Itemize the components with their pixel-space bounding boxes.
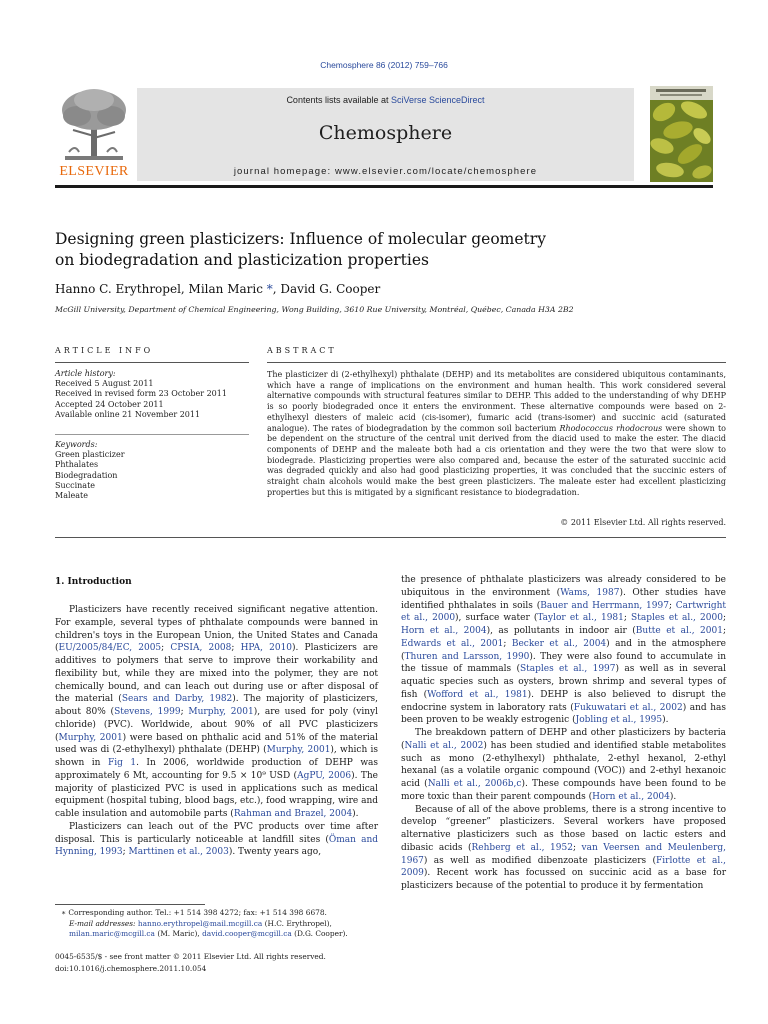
citation-link[interactable]: Fukuwatari et al., 2002: [573, 702, 683, 713]
keywords-rule: [55, 434, 249, 435]
abstract-text: [267, 370, 726, 498]
citation-link[interactable]: Rahman and Brazel, 2004: [233, 809, 353, 819]
body-text: ). The majority of plasticized PVC is used in applications such as medical equipment (hospital tubing, blood bags, etc.), food wrapping, wire and cable insulation and automobile parts (: [55, 770, 379, 819]
author-list: [55, 282, 380, 296]
body-text: ;: [668, 600, 676, 611]
article-info-rule: [55, 362, 249, 363]
body-text: the presence of phthalate plasticizers was already considered to be ubiquitous in the environment (: [401, 575, 726, 598]
citation-link[interactable]: Stevens, 1999: [114, 707, 181, 717]
body-text: . In 2006, worldwide production of DEHP was approximately 6 Mt, accounting for 9.5 × 10⁹ USD (: [55, 758, 379, 781]
footnote-block: [55, 908, 378, 940]
citation-link[interactable]: EU/2005/84/EC, 2005: [58, 643, 162, 654]
citation-link[interactable]: Horn et al., 2004: [592, 791, 670, 802]
history-received: Received 5 August 2011: [55, 379, 154, 389]
paragraph: [55, 604, 378, 821]
title-line-1: Designing green plasticizers: Influence of molecular geometry: [55, 230, 546, 248]
body-text: Because of all of the above problems, there is a strong incentive to develop “greener” plasticizers. Several workers have proposed alternative plasticizers such as those based on lactic esters and dibasic acids (: [401, 804, 726, 853]
body-text: ) and has been proven to be weakly estrogenic (: [401, 702, 727, 726]
citation-link[interactable]: Fig 1: [107, 758, 137, 768]
citation-link[interactable]: Staples et al., 1997: [519, 664, 616, 675]
abstract-heading: ABSTRACT: [267, 346, 337, 355]
citation-link[interactable]: Cartwright et al., 2000: [401, 600, 726, 624]
email-owner-2: (M. Maric),: [154, 929, 203, 938]
body-text: ;: [161, 643, 171, 654]
journal-name: Chemosphere: [318, 122, 453, 144]
article-info-heading: ARTICLE INFO: [55, 346, 154, 355]
citation-link[interactable]: Taylor et al., 1981: [537, 613, 624, 624]
body-text: ). Plasticizers are additives to polymers that serve to improve their workability and flexibility but, while they are mixed into the polymer, they are not chemically bound, and can leach out during use or after disposal of the material (: [55, 643, 378, 705]
keywords-label: Keywords:: [55, 440, 98, 449]
contents-line: [137, 95, 634, 105]
abstract-rule: [267, 362, 726, 363]
abstract-part-1: The plasticizer di (2-ethylhexyl) phthalate (DEHP) and its metabolites are considered ubiquitous contaminants, which have a range of implications on the environment and human health. This work considered several alternative compounds with structural features similar to DEHP. This added to the understanding of why DEHP is so poorly biodegraded once it enters the environment. These alternative compounds were based on 2-ethylhexyl diesters of maleic acid (cis-isomer), fumaric acid (trans-isomer) and succinic acid (saturated analogue). The rates of biodegradation by the common soil bacterium: [267, 370, 726, 433]
elsevier-wordmark: ELSEVIER: [59, 164, 129, 179]
citation-link[interactable]: Sears and Darby, 1982: [121, 694, 233, 705]
citation-link[interactable]: Wofford et al., 1981: [427, 689, 528, 700]
body-text: Plasticizers have recently received significant negative attention. For example, several types of phthalate compounds were banned in children's toys in the European Union, the United States and Canada (: [55, 605, 378, 654]
citation-link[interactable]: Murphy, 2001: [58, 732, 123, 743]
body-text: ).: [662, 715, 669, 726]
body-text: ). They were also found to accumulate in the tissue of mammals (: [401, 651, 727, 675]
keyword-item: Biodegradation: [55, 470, 118, 480]
body-text: ).: [352, 809, 359, 819]
title-line-2: on biodegradation and plasticization properties: [55, 251, 429, 269]
right-column: [401, 574, 726, 893]
email-link-2[interactable]: milan.maric@mcgill.ca: [69, 929, 155, 938]
sciverse-link[interactable]: SciVerse ScienceDirect: [391, 95, 485, 105]
article-history: [55, 369, 249, 420]
citation-link[interactable]: Nalli et al., 2002: [404, 740, 484, 751]
paragraph: [55, 821, 378, 859]
citation-link[interactable]: Horn et al., 2004: [401, 626, 487, 636]
citation-link[interactable]: Öman and Hynning, 1993: [55, 834, 378, 858]
body-text: ). These compounds have been found to be more toxic than their parent compounds (: [401, 779, 727, 802]
body-text: ). Recent work has focussed on succinic acid as a base for plasticizers because of the potential to produce it by fermentation: [401, 868, 726, 891]
citation-link[interactable]: Firlotte et al., 2009: [401, 855, 726, 879]
body-text: Plasticizers can leach out of the PVC products over time after disposal. This is particularly noticeable at landfill sites (: [55, 821, 378, 845]
body-text: ;: [231, 643, 241, 654]
body-text: ;: [623, 613, 632, 624]
citation-link[interactable]: Wams, 1987: [560, 587, 620, 598]
citation-link[interactable]: Butte et al., 2001: [635, 626, 723, 636]
email-owner-1: (H.C. Erythropel),: [262, 918, 332, 928]
citation-link[interactable]: Murphy, 2001: [188, 707, 254, 717]
paragraph: [401, 574, 726, 727]
left-column: [55, 604, 378, 859]
body-text: ;: [180, 707, 189, 717]
body-text: ) has been studied and identified stable metabolites such as mono (2-ethylhexyl) phthalate, 2-ethyl hexanol, 2-ethyl hexanal (as a volatile organic compound (VOC)) and 2-ethyl hexanoic acid (: [401, 740, 727, 789]
citation-link[interactable]: Edwards et al., 2001: [401, 638, 504, 649]
citation-link[interactable]: HPA, 2010: [240, 643, 293, 654]
corresponding-author-mark[interactable]: *: [266, 282, 273, 296]
corresponding-author-note: ∗ Corresponding author. Tel.: +1 514 398 4272; fax: +1 514 398 6678.: [61, 908, 327, 917]
author-3: , David G. Cooper: [272, 282, 381, 296]
keyword-item: Green plasticizer: [55, 450, 125, 460]
history-revised: Received in revised form 23 October 2011: [55, 389, 227, 399]
body-text: ), surface water (: [455, 613, 538, 624]
citation-link[interactable]: Becker et al., 2004: [511, 638, 607, 649]
citation-link[interactable]: Marttinen et al., 2003: [128, 847, 229, 858]
keyword-item: Maleate: [55, 491, 88, 501]
citation-link[interactable]: van Veersen and Meulenberg, 1967: [401, 842, 726, 866]
citation-link[interactable]: Jobling et al., 1995: [575, 715, 663, 726]
abstract-part-2: were shown to be dependent on the structure of the central unit derived from the diacid used to make the ester. The diacid components of DEHP and the maleate both had a cis orientation and they were the two that were slow to biodegrade. Plasticizing properties were also compared and, because the ester of the saturated succinic acid was degraded quickly and also had good plasticizing properties, it was concluded that the succinic esters of straight chain alcohols would make the best green plasticizers. The maleate ester had excellent plasticizing properties but this is mitigated by a significant resistance to biodegradation.: [267, 423, 726, 497]
body-text: ) and in the atmosphere (: [401, 638, 726, 662]
author-1: Hanno C. Erythropel,: [55, 282, 189, 296]
citation-link[interactable]: AgPU, 2006: [297, 770, 352, 781]
body-text: ;: [722, 626, 727, 636]
email-owner-3: (D.G. Cooper).: [291, 929, 348, 938]
body-text: ). The majority of plasticizers, about 80% (: [55, 694, 378, 717]
body-text: ). DEHP is also believed to disrupt the endocrine system in laboratory rats (: [401, 689, 726, 713]
abstract-copyright: © 2011 Elsevier Ltd. All rights reserved.: [560, 518, 726, 527]
citation-link[interactable]: CPSIA, 2008: [170, 643, 232, 654]
body-text: ) as well as modified dibenzoate plasticizers (: [423, 855, 657, 866]
citation-link[interactable]: Bauer and Herrmann, 1997: [540, 600, 669, 611]
keywords-block: [55, 440, 249, 501]
footnote-rule: [55, 904, 205, 905]
abstract-organism: Rhodococcus rhodocrous: [559, 423, 663, 433]
history-online: Available online 21 November 2011: [55, 409, 201, 419]
body-text: ), are used for poly (vinyl chloride) (PVC). Worldwide, about 90% of all PVC plasticizers (: [55, 707, 378, 743]
affiliation: McGill University, Department of Chemical Engineering, Wong Building, 3610 Rue University, Montréal, Québec, Canada H3A 2B2: [55, 305, 574, 314]
body-text: ), as pollutants in indoor air (: [486, 626, 636, 636]
email-label: E-mail addresses:: [69, 918, 138, 928]
journal-cover-image: [650, 86, 713, 182]
citation-link[interactable]: Nalli et al., 2006b,c: [427, 779, 522, 789]
article-title: [55, 229, 655, 271]
email-link-3[interactable]: david.cooper@mcgill.ca: [202, 929, 292, 938]
email-note: [55, 919, 378, 940]
issn-line: 0045-6535/$ - see front matter © 2011 Elsevier Ltd. All rights reserved.: [55, 952, 326, 961]
email-link-1[interactable]: hanno.erythropel@mail.mcgill.ca: [137, 918, 263, 928]
body-text: ). Twenty years ago,: [228, 847, 322, 858]
body-text: ;: [122, 847, 129, 858]
doi-link[interactable]: doi:10.1016/j.chemosphere.2011.10.054: [55, 964, 207, 973]
citation-link[interactable]: Murphy, 2001: [266, 745, 331, 756]
body-text: ) as well as in several aquatic species such as oysters, brown shrimp and several types of fish (: [401, 664, 726, 700]
header-rule: [55, 185, 713, 188]
citation-link[interactable]: Thuren and Larsson, 1990: [404, 651, 530, 662]
author-2: Milan Maric: [188, 282, 267, 296]
contents-prefix: Contents lists available at: [286, 95, 391, 105]
body-text: ). Other studies have identified phthalates in soils (: [401, 587, 726, 611]
journal-reference[interactable]: Chemosphere 86 (2012) 759–766: [320, 60, 448, 70]
body-text: ), which is shown in: [55, 745, 378, 768]
citation-link[interactable]: Rehberg et al., 1952: [471, 842, 573, 853]
body-text: ;: [722, 613, 726, 624]
introduction-heading: 1. Introduction: [55, 577, 132, 587]
body-text: ) were based on phthalic acid and 51% of the material used was di (2-ethylhexyl) phthalate (DEHP) (: [55, 732, 378, 756]
paragraph: [401, 727, 726, 804]
body-text: ;: [503, 638, 512, 649]
citation-link[interactable]: Staples et al., 2000: [631, 613, 723, 624]
history-accepted: Accepted 24 October 2011: [55, 399, 164, 409]
keyword-item: Succinate: [55, 480, 96, 490]
paragraph: [401, 804, 726, 893]
history-label: Article history:: [55, 369, 116, 378]
keyword-item: Phthalates: [55, 460, 99, 470]
body-text: ).: [669, 791, 677, 802]
body-text: The breakdown pattern of DEHP and other plasticizers by bacteria (: [401, 728, 726, 751]
body-text: ;: [572, 842, 582, 853]
abstract-bottom-rule: [55, 537, 726, 538]
journal-homepage[interactable]: journal homepage: www.elsevier.com/locate/chemosphere: [233, 166, 538, 177]
